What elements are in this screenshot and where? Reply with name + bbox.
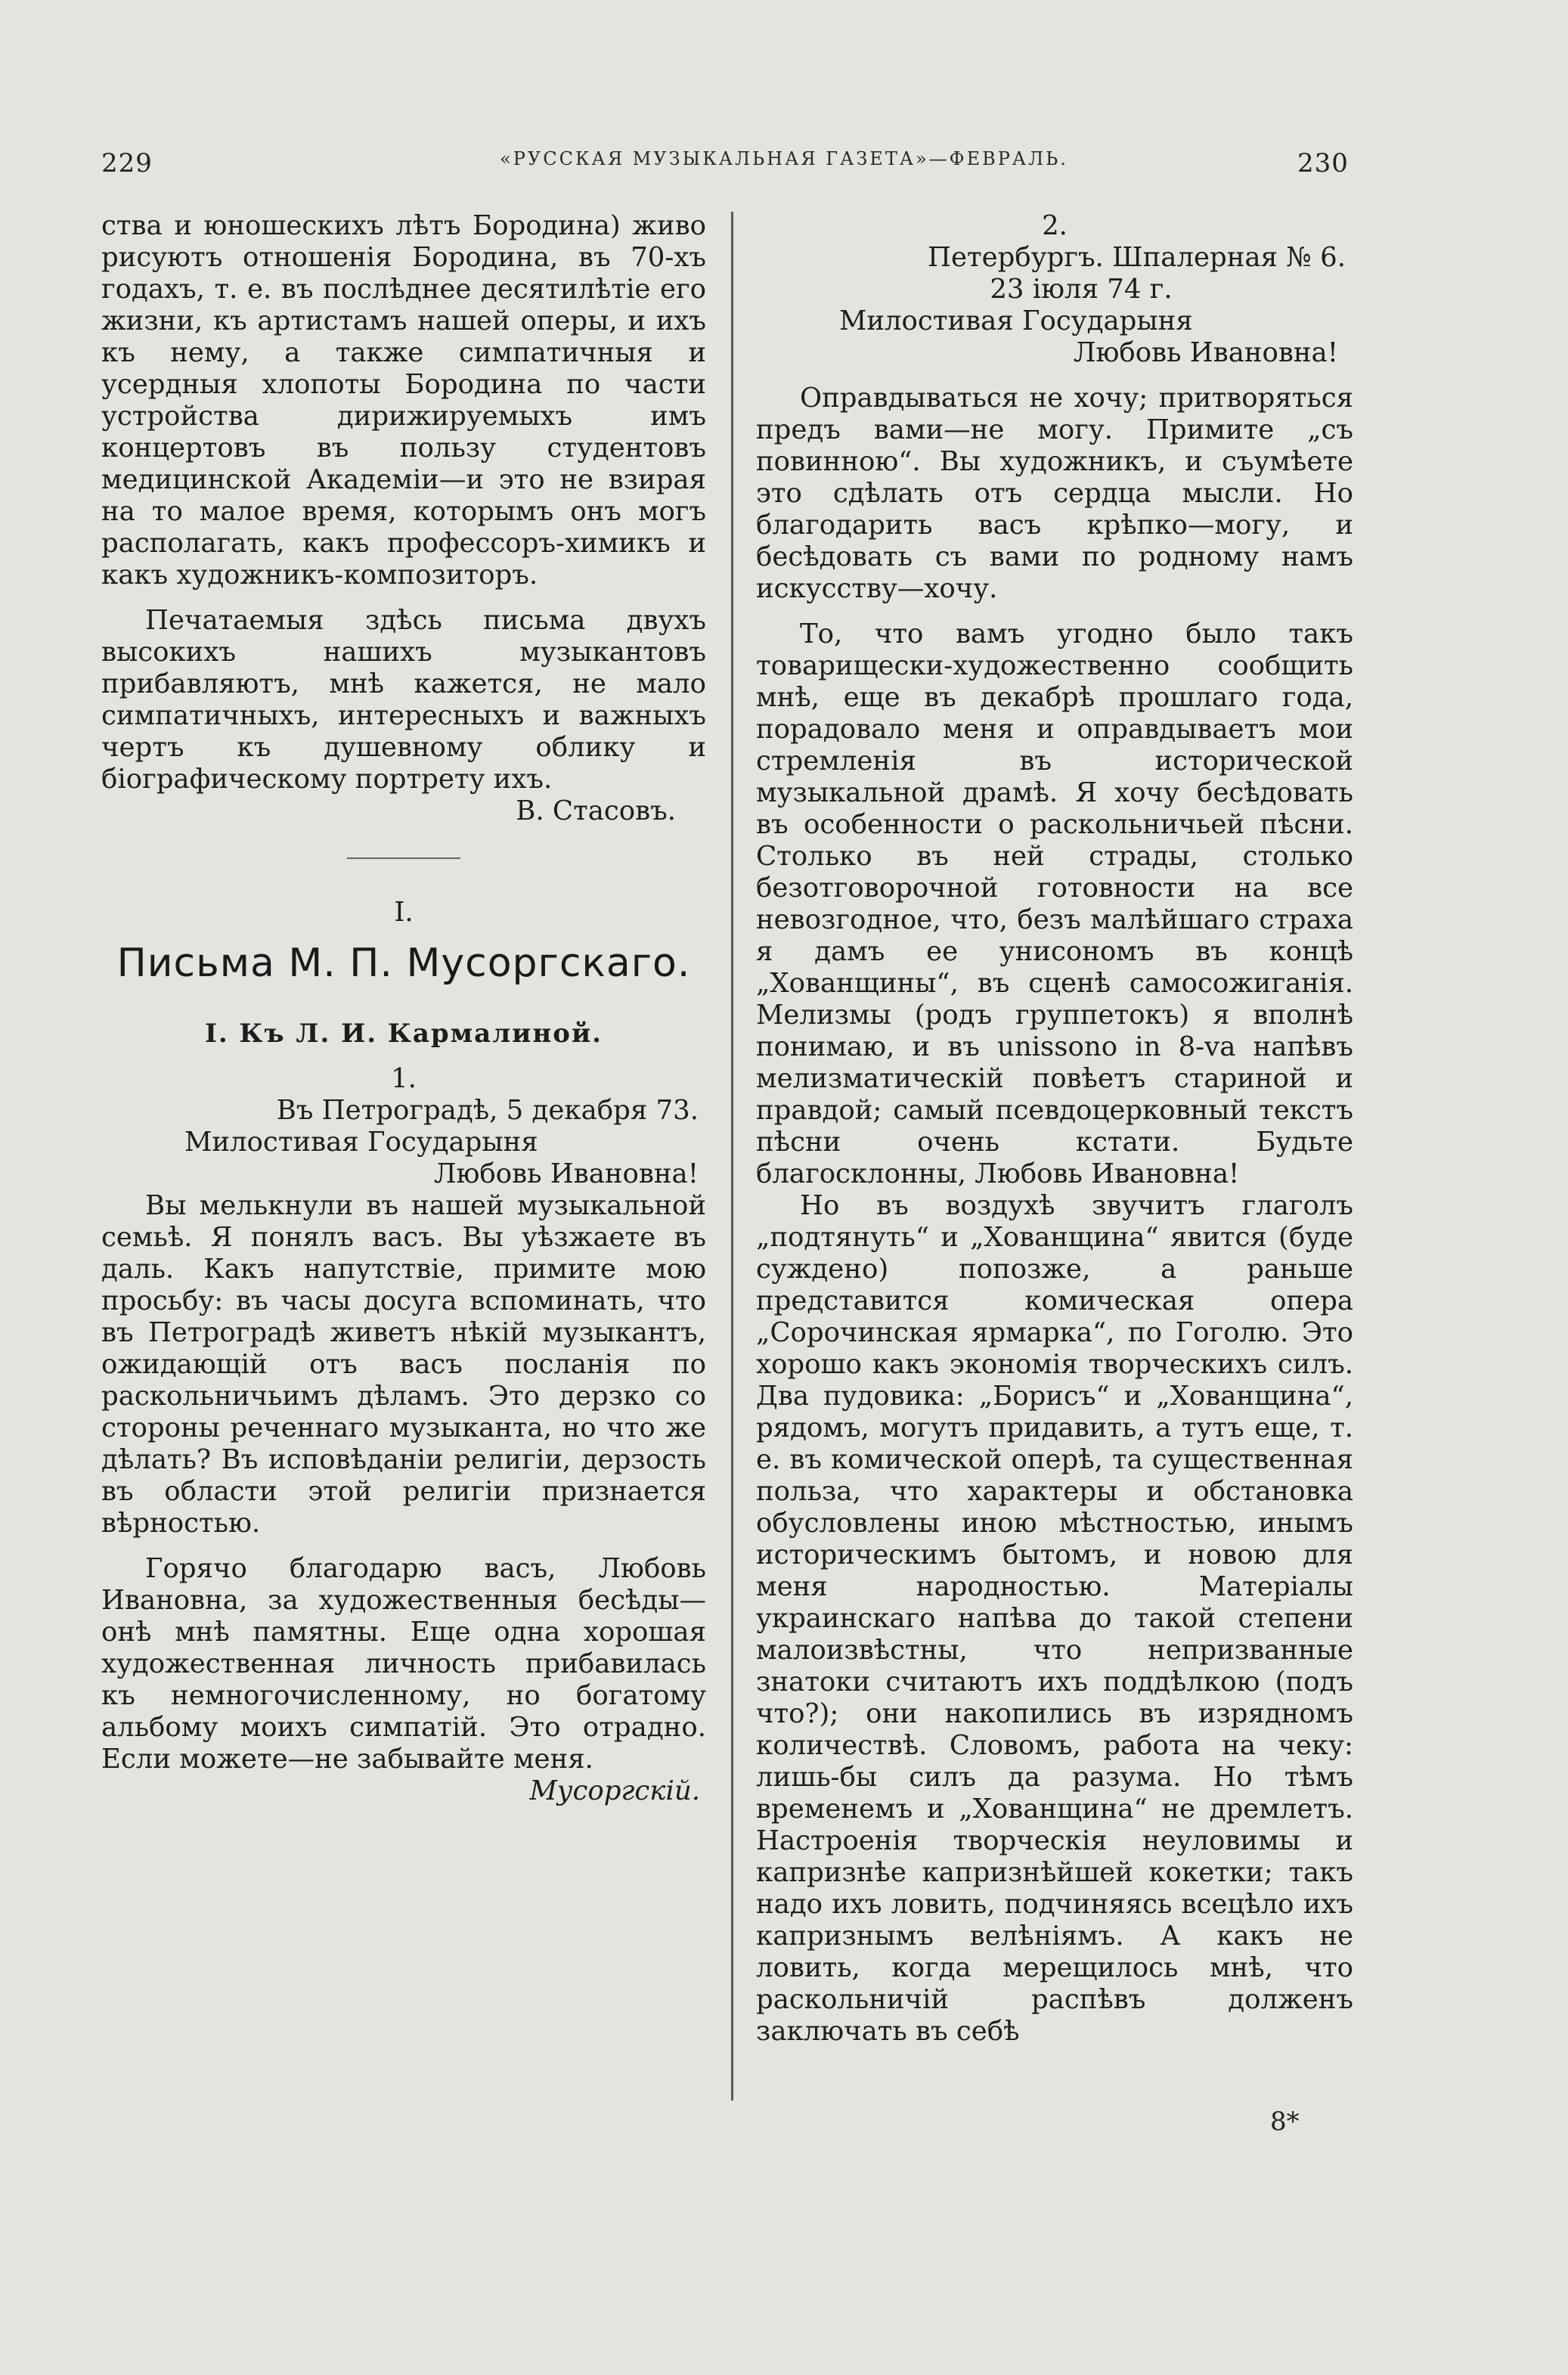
letter-1-salutation-line-2: Любовь Ивановна! bbox=[433, 1158, 699, 1189]
letter-2-paragraph-1: Оправдываться не хочу; притворяться предъ вами—не могу. Примите „съ повинною“. Вы художникъ, и съумѣете это сдѣлать отъ сердца мысли. Но благодарить васъ крѣпко—могу, и бесѣдовать съ вами по родному намъ искусству—хочу. bbox=[756, 383, 1353, 604]
letter-1-date: Въ Петроградѣ, 5 декабря 73. bbox=[276, 1095, 699, 1126]
intro-signature: В. Стасовъ. bbox=[516, 795, 676, 826]
letter-1-paragraph-2: Горячо благодарю васъ, Любовь Ивановна, за художественныя бесѣды—онѣ мнѣ памятны. Еще одна хорошая художественная личность прибавилась къ немногочисленному, но богатому альбому моихъ симпатій. Это отрадно. Если можете—не забывайте меня. bbox=[101, 1553, 706, 1775]
letter-1-number: 1. bbox=[391, 1063, 417, 1094]
section-divider bbox=[347, 857, 460, 859]
signature-mark: 8* bbox=[1270, 2107, 1300, 2137]
right-column bbox=[756, 210, 1353, 2048]
intro-paragraph-2: Печатаемыя здѣсь письма двухъ высокихъ нашихъ музыкантовъ прибавляютъ, мнѣ кажется, не мало симпатичныхъ, интересныхъ и важныхъ чертъ къ душевному облику и біографическому портрету ихъ. bbox=[101, 605, 706, 795]
running-head: «РУССКАЯ МУЗЫКАЛЬНАЯ ГАЗЕТА»—ФЕВРАЛЬ. bbox=[500, 148, 1068, 169]
letter-2-paragraph-2: То, что вамъ угодно было такъ товарищески-художественно сообщить мнѣ, еще въ декабрѣ прошлаго года, порадовало меня и оправдываетъ мои стремленія въ исторической музыкальной драмѣ. Я хочу бесѣдовать въ особенности о раскольничьей пѣсни. Столько въ ней страды, столько безотговорочной готовности на все невозгодное, что, безъ малѣйшаго страха я дамъ ее унисономъ въ концѣ „Хованщины“, въ сценѣ самосожиганія. Мелизмы (родъ группетокъ) я вполнѣ понимаю, и въ unissono in 8-va напѣвъ мелизматическій повѣетъ стариной и правдой; самый псевдоцерковный текстъ пѣсни очень кстати. Будьте благосклонны, Любовь Ивановна! bbox=[756, 619, 1353, 1189]
section-numeral: I. bbox=[394, 897, 414, 928]
section-title: Письма М. П. Мусоргскаго. bbox=[116, 941, 691, 986]
letter-2-salutation-line-1: Милостивая Государыня bbox=[839, 305, 1193, 336]
column-rule bbox=[731, 212, 733, 2101]
page-number-left: 229 bbox=[101, 148, 153, 178]
left-column bbox=[101, 210, 706, 1807]
letter-2-paragraph-3: Но въ воздухѣ звучитъ глаголъ „подтянуть“ и „Хованщина“ явится (буде суждено) попозже, а раньше представится комическая опера „Сорочинская ярмарка“, по Гоголю. Это хорошо какъ экономія творческихъ силъ. Два пудовика: „Борисъ“ и „Хованщина“, рядомъ, могутъ придавить, а тутъ еще, т. е. въ комической оперѣ, та существенная польза, что характеры и обстановка обусловлены иною мѣстностью, инымъ историческимъ бытомъ, и новою для меня народностью. Матеріалы украинскаго напѣва до такой степени малоизвѣстны, что непризванные знатоки считаютъ ихъ поддѣлкою (подъ что?); они накопились въ изрядномъ количествѣ. Словомъ, работа на чеку: лишь-бы силъ да разума. Но тѣмъ временемъ и „Хованщина“ не дремлетъ. Настроенія творческія неуловимы и капризнѣе капризнѣйшей кокетки; такъ надо ихъ ловить, подчиняясь всецѣло ихъ капризнымъ велѣніямъ. А какъ не ловить, когда мерещилось мнѣ, что раскольничій распѣвъ долженъ заключать въ себѣ bbox=[756, 1190, 1353, 2047]
letter-1-signature: Мусоргскій. bbox=[529, 1775, 700, 1806]
letter-1-salutation-line-1: Милостивая Государыня bbox=[184, 1127, 538, 1158]
letter-1-paragraph-1: Вы мелькнули въ нашей музыкальной семьѣ. Я понялъ васъ. Вы уѣзжаете въ даль. Какъ напутствіе, примите мою просьбу: въ часы досуга вспоминать, что въ Петроградѣ живетъ нѣкій музыкантъ, ожидающій отъ васъ посланія по раскольничьимъ дѣламъ. Это дерзко со стороны реченнаго музыканта, но что же дѣлать? Въ исповѣданіи религіи, дерзость въ области этой религіи признается вѣрностью. bbox=[101, 1190, 706, 1539]
letter-2-salutation-line-2: Любовь Ивановна! bbox=[1073, 337, 1338, 368]
subsection-title: I. Къ Л. И. Кармалиной. bbox=[204, 1019, 603, 1049]
letter-2-number: 2. bbox=[1042, 210, 1068, 241]
page-number-right: 230 bbox=[1297, 148, 1349, 178]
intro-paragraph-1: ства и юношескихъ лѣтъ Бородина) живо рисуютъ отношенія Бородина, въ 70-хъ годахъ, т. е. въ послѣднее десятилѣтіе его жизни, къ артистамъ нашей оперы, и ихъ къ нему, а также симпатичныя и усердныя хлопоты Бородина по части устройства дирижируемыхъ имъ концертовъ въ пользу студентовъ медицинской Академіи—и это не взирая на то малое время, которымъ онъ могъ располагать, какъ профессоръ-химикъ и какъ художникъ-композиторъ. bbox=[101, 210, 706, 591]
letter-2-date: 23 іюля 74 г. bbox=[990, 274, 1173, 305]
letter-2-place: Петербургъ. Шпалерная № 6. bbox=[928, 242, 1346, 273]
